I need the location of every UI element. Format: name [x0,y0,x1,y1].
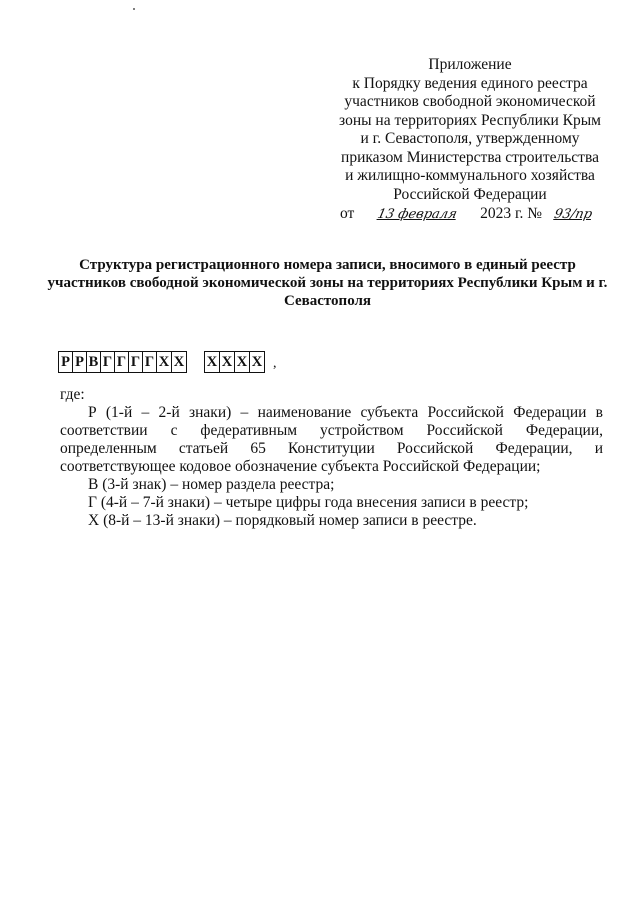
code-cell: В [86,351,100,373]
code-suffix: , [273,356,277,371]
code-cell: Х [219,351,234,373]
code-cell: Х [234,351,249,373]
code-cell: Х [249,351,265,373]
legend-body [60,386,603,530]
legend-paragraph-g: Г (4-й – 7-й знаки) – четыре цифры года внесения записи в реестр; [88,494,529,511]
appendix-line: и г. Севастополя, утвержденному [360,130,580,147]
code-group-serial [204,351,265,373]
code-cell: Х [171,351,187,373]
appendix-line: зоны на территориях Республики Крым [339,111,601,129]
handwritten-order-number: 93/пр [552,207,594,222]
legend-paragraph-v: В (3-й знак) – номер раздела реестра; [88,476,335,493]
appendix-line: приказом Министерства строительства [341,148,599,166]
code-cell: Г [142,351,156,373]
code-cell: Х [156,351,171,373]
code-cell: Р [72,351,86,373]
code-group-main [58,351,187,373]
appendix-header [320,56,620,225]
legend-paragraph-r: Р (1-й – 2-й знаки) – наименование субъекта Российской Федерации в соответствии с федеративным устройством Российской Федерации, определенным статьей 65 Конституции Российской Федерации, и соответствующее кодовое обозначение субъекта Российской Федерации; [60,404,603,475]
handwritten-date: 13 февраля [376,207,459,222]
code-cell: Г [100,351,114,373]
year-number-label: 2023 г. № [480,205,543,222]
document-title: Структура регистрационного номера записи, вносимого в единый реестр участников свободной экономической зоны на территориях Республики Крым и г. Севастополя [47,257,608,309]
date-prefix: от [340,205,355,222]
order-date-line [320,205,620,225]
scan-speck [133,8,135,10]
code-cell: Г [114,351,128,373]
appendix-line: участников свободной экономической [344,93,596,110]
code-cell: Х [204,351,219,373]
appendix-line: и жилищно-коммунального хозяйства [345,167,595,184]
where-label: где: [60,386,85,403]
appendix-line: к Порядку ведения единого реестра [352,74,588,92]
appendix-line: Российской Федерации [393,185,547,203]
code-cell: Р [58,351,72,373]
legend-paragraph-x: Х (8-й – 13-й знаки) – порядковый номер записи в реестре. [88,512,477,529]
appendix-line: Приложение [428,56,512,73]
code-cell: Г [128,351,142,373]
registration-number-structure [58,351,277,373]
